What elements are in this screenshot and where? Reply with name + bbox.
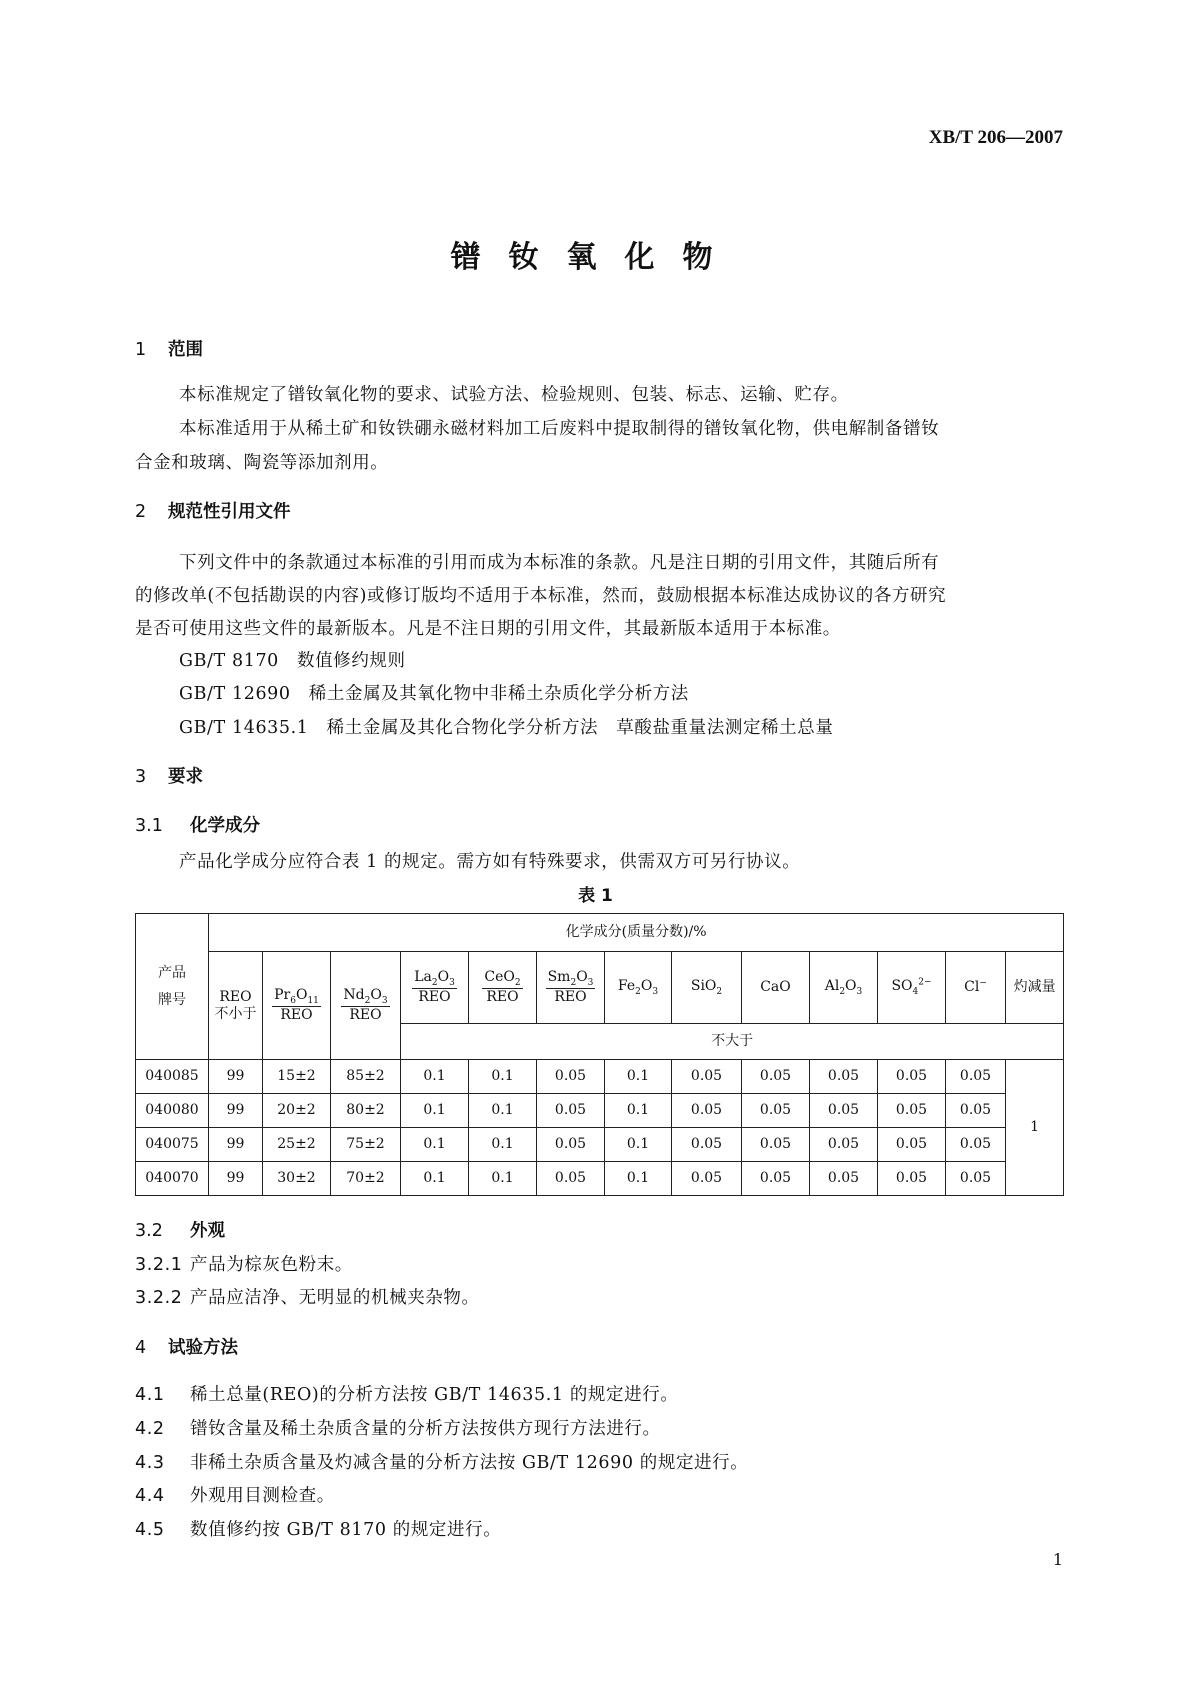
- reference-title: 数值修约规则: [297, 651, 406, 671]
- chemical-formula: [343, 986, 388, 1006]
- section-heading: [135, 498, 291, 523]
- value-cell: 75±2: [331, 1128, 401, 1162]
- value-cell: 0.1: [605, 1094, 672, 1128]
- fraction: [482, 969, 522, 1006]
- clause-text: 产品应洁净、无明显的机械夹杂物。: [190, 1288, 480, 1308]
- clause: [135, 1482, 335, 1507]
- value-cell: 99: [209, 1060, 263, 1094]
- clause-number: 4.5: [135, 1520, 165, 1540]
- denominator: REO: [554, 989, 587, 1006]
- reo-label: REO: [219, 988, 252, 1005]
- clause-number: 4.3: [135, 1453, 165, 1473]
- denominator: REO: [486, 989, 519, 1006]
- chemical-formula: [690, 977, 723, 997]
- reference-code: GB/T 14635.1: [179, 718, 309, 738]
- formula-part: 3: [449, 977, 455, 988]
- value-cell: 0.05: [946, 1094, 1006, 1128]
- paragraph: 本标准规定了镨钕氧化物的要求、试验方法、检验规则、包装、标志、运输、贮存。: [179, 385, 849, 405]
- section-heading: [135, 336, 203, 361]
- fraction: [546, 969, 596, 1006]
- chemical-formula: [414, 968, 455, 988]
- value-cell: 0.05: [537, 1128, 605, 1162]
- fraction: [412, 969, 457, 1006]
- value-cell: 20±2: [263, 1094, 331, 1128]
- value-cell: 0.1: [605, 1060, 672, 1094]
- clause-number: 3.2.1: [135, 1255, 183, 1275]
- formula-part: Pr: [274, 986, 291, 1003]
- paragraph: 是否可使用这些文件的最新版本。凡是不注日期的引用文件，其最新版本适用于本标准。: [135, 619, 841, 639]
- loss-value-cell: 1: [1006, 1060, 1064, 1196]
- section-number: 3: [135, 767, 147, 787]
- reference-title: 稀土金属及其氧化物中非稀土杂质化学分析方法: [308, 684, 689, 704]
- formula-part: O: [640, 977, 653, 994]
- chemical-formula: [760, 979, 791, 995]
- value-cell: 0.1: [401, 1060, 469, 1094]
- section-title: 化学成分: [190, 816, 260, 836]
- clause-text: 稀土总量(REO)的分析方法按 GB/T 14635.1 的规定进行。: [190, 1385, 679, 1405]
- reference-code: GB/T 12690: [179, 684, 291, 704]
- header-ratio: [331, 952, 401, 1060]
- paragraph: 本标准适用于从稀土矿和钕铁硼永磁材料加工后废料中提取制得的镨钕氧化物，供电解制备镨钕: [179, 419, 940, 439]
- formula-part: 3: [381, 995, 388, 1006]
- value-cell: 0.05: [672, 1060, 742, 1094]
- header-product: 产品牌号: [136, 914, 209, 1060]
- clause-text: 数值修约按 GB/T 8170 的规定进行。: [190, 1520, 502, 1540]
- clause-number: 4.1: [135, 1385, 165, 1405]
- section-number: 1: [135, 340, 147, 360]
- value-cell: 15±2: [263, 1060, 331, 1094]
- formula-part: 2: [635, 986, 641, 997]
- value-cell: 0.05: [537, 1162, 605, 1196]
- chemical-formula: [484, 968, 521, 988]
- value-cell: 99: [209, 1162, 263, 1196]
- section-title: 范围: [168, 340, 203, 360]
- formula-part: 3: [652, 986, 659, 997]
- value-cell: 25±2: [263, 1128, 331, 1162]
- reference-title: 稀土金属及其化合物化学分析方法 草酸盐重量法测定稀土总量: [326, 718, 834, 738]
- value-cell: 0.05: [810, 1060, 878, 1094]
- clause: [135, 1449, 748, 1474]
- paragraph: 的修改单(不包括勘误的内容)或修订版均不适用于本标准，然而，鼓励根据本标准达成协议的各方研究: [135, 586, 947, 606]
- section-title: 试验方法: [168, 1338, 238, 1358]
- value-cell: 0.05: [537, 1060, 605, 1094]
- value-cell: 0.05: [878, 1060, 946, 1094]
- header-max: 不大于: [401, 1024, 1064, 1060]
- document-title: 镨钕氧化物: [450, 240, 741, 275]
- header-impurity: [742, 952, 810, 1024]
- value-cell: 0.05: [537, 1094, 605, 1128]
- formula-part: CeO: [484, 968, 515, 985]
- chemical-formula: [891, 977, 932, 997]
- reference-code: GB/T 8170: [179, 651, 279, 671]
- clause: [135, 1381, 678, 1406]
- value-cell: 0.05: [742, 1162, 810, 1196]
- table-row: [136, 1094, 1064, 1128]
- formula-part: O: [845, 977, 857, 994]
- value-cell: 0.05: [672, 1094, 742, 1128]
- product-code-cell: 040085: [136, 1060, 209, 1094]
- formula-part: 2: [514, 977, 521, 988]
- header-ratio: [469, 952, 537, 1024]
- chemical-formula: [274, 986, 319, 1006]
- clause-number: 3.2.2: [135, 1288, 183, 1308]
- table-row: [136, 1128, 1064, 1162]
- value-cell: 99: [209, 1128, 263, 1162]
- paragraph: 合金和玻璃、陶瓷等添加剂用。: [135, 453, 389, 473]
- formula-part: 2: [431, 977, 438, 988]
- formula-part: 2: [570, 977, 577, 988]
- value-cell: 80±2: [331, 1094, 401, 1128]
- product-code-cell: 040075: [136, 1128, 209, 1162]
- header-impurity: [605, 952, 672, 1024]
- value-cell: 0.05: [810, 1128, 878, 1162]
- formula-part: 2: [716, 986, 723, 997]
- denominator: REO: [280, 1007, 313, 1024]
- clause-number: 4.4: [135, 1486, 165, 1506]
- table-row: [136, 1060, 1064, 1094]
- value-cell: 30±2: [263, 1162, 331, 1196]
- formula-part: CaO: [760, 979, 791, 996]
- paragraph: 产品化学成分应符合表 1 的规定。需方如有特殊要求，供需双方可另行协议。: [179, 852, 801, 872]
- page-number: 1: [1052, 1550, 1063, 1569]
- value-cell: 0.05: [946, 1128, 1006, 1162]
- clause: [135, 1284, 480, 1309]
- reference-item: [179, 680, 689, 705]
- header-impurity: [946, 952, 1006, 1024]
- section-title: 要求: [168, 767, 203, 787]
- formula-part: 2: [839, 986, 846, 997]
- value-cell: 0.05: [742, 1094, 810, 1128]
- formula-part: 2−: [918, 977, 932, 988]
- value-cell: 0.05: [672, 1128, 742, 1162]
- value-cell: 0.1: [401, 1128, 469, 1162]
- header-ratio: [401, 952, 469, 1024]
- section-title: 外观: [190, 1221, 225, 1241]
- formula-part: O: [295, 986, 308, 1003]
- value-cell: 0.05: [878, 1094, 946, 1128]
- section-heading: [135, 1334, 238, 1359]
- clause: [135, 1516, 501, 1541]
- value-cell: 0.05: [878, 1128, 946, 1162]
- clause-text: 镨钕含量及稀土杂质含量的分析方法按供方现行方法进行。: [190, 1419, 661, 1439]
- value-cell: 0.1: [401, 1094, 469, 1128]
- chemical-formula: [617, 977, 659, 997]
- section-number: 2: [135, 502, 147, 522]
- value-cell: 85±2: [331, 1060, 401, 1094]
- chemical-formula: [547, 968, 594, 988]
- reference-item: [179, 714, 833, 739]
- table-caption: 表 1: [578, 886, 613, 906]
- chemical-composition-table: [135, 913, 1064, 1196]
- formula-part: SiO: [690, 977, 717, 994]
- header-impurity: [810, 952, 878, 1024]
- formula-part: SO: [891, 978, 913, 995]
- header-loss: 灼减量: [1006, 952, 1064, 1024]
- value-cell: 0.05: [810, 1094, 878, 1128]
- formula-part: Sm: [547, 968, 571, 985]
- formula-part: Al: [824, 977, 840, 994]
- denominator: REO: [418, 989, 451, 1006]
- value-cell: 0.1: [605, 1162, 672, 1196]
- reference-item: [179, 647, 406, 672]
- value-cell: 0.05: [742, 1128, 810, 1162]
- section-heading: [135, 812, 260, 837]
- table-row: [136, 1162, 1064, 1196]
- value-cell: 0.05: [946, 1060, 1006, 1094]
- formula-part: La: [414, 968, 432, 985]
- value-cell: 0.05: [742, 1060, 810, 1094]
- section-number: 4: [135, 1338, 147, 1358]
- product-code-cell: 040080: [136, 1094, 209, 1128]
- value-cell: 0.1: [401, 1162, 469, 1196]
- header-reo: [209, 952, 263, 1060]
- value-cell: 0.05: [672, 1162, 742, 1196]
- header-ratio: [263, 952, 331, 1060]
- formula-part: Cl: [964, 979, 980, 996]
- paragraph: 下列文件中的条款通过本标准的引用而成为本标准的条款。凡是注日期的引用文件，其随后所有: [179, 553, 940, 573]
- product-code-cell: 040070: [136, 1162, 209, 1196]
- clause: [135, 1251, 353, 1276]
- chemical-formula: [964, 979, 987, 995]
- value-cell: 99: [209, 1094, 263, 1128]
- formula-part: −: [979, 978, 987, 989]
- value-cell: 0.05: [946, 1162, 1006, 1196]
- value-cell: 0.1: [469, 1060, 537, 1094]
- clause-text: 外观用目测检查。: [190, 1486, 335, 1506]
- formula-part: Fe: [617, 977, 636, 994]
- denominator: REO: [349, 1007, 382, 1024]
- formula-part: 2: [364, 995, 371, 1006]
- formula-part: 3: [856, 986, 863, 997]
- reo-min-label: 不小于: [214, 1005, 257, 1022]
- header-ratio: [537, 952, 605, 1024]
- value-cell: 0.05: [878, 1162, 946, 1196]
- value-cell: 0.1: [605, 1128, 672, 1162]
- fraction: [341, 987, 389, 1024]
- chemical-formula: [824, 977, 863, 997]
- clause-text: 产品为棕灰色粉末。: [190, 1255, 353, 1275]
- formula-part: Nd: [343, 986, 365, 1003]
- formula-part: 4: [912, 986, 919, 997]
- clause-text: 非稀土杂质含量及灼减含量的分析方法按 GB/T 12690 的规定进行。: [190, 1453, 749, 1473]
- clause-number: 4.2: [135, 1419, 165, 1439]
- formula-part: O: [370, 986, 382, 1003]
- section-number: 3.2: [135, 1221, 163, 1241]
- section-heading: [135, 763, 203, 788]
- value-cell: 0.05: [810, 1162, 878, 1196]
- fraction: [272, 987, 321, 1024]
- formula-part: O: [576, 968, 588, 985]
- clause: [135, 1415, 661, 1440]
- formula-part: O: [437, 968, 450, 985]
- value-cell: 0.1: [469, 1094, 537, 1128]
- standard-number: XB/T 206—2007: [928, 127, 1063, 148]
- section-heading: [135, 1217, 225, 1242]
- formula-part: 11: [307, 995, 319, 1006]
- value-cell: 0.1: [469, 1128, 537, 1162]
- header-group: 化学成分(质量分数)/%: [209, 914, 1064, 952]
- section-number: 3.1: [135, 816, 163, 836]
- header-impurity: [878, 952, 946, 1024]
- value-cell: 70±2: [331, 1162, 401, 1196]
- header-impurity: [672, 952, 742, 1024]
- formula-part: 6: [290, 995, 296, 1006]
- value-cell: 0.1: [469, 1162, 537, 1196]
- formula-part: 3: [587, 977, 594, 988]
- section-title: 规范性引用文件: [168, 502, 291, 522]
